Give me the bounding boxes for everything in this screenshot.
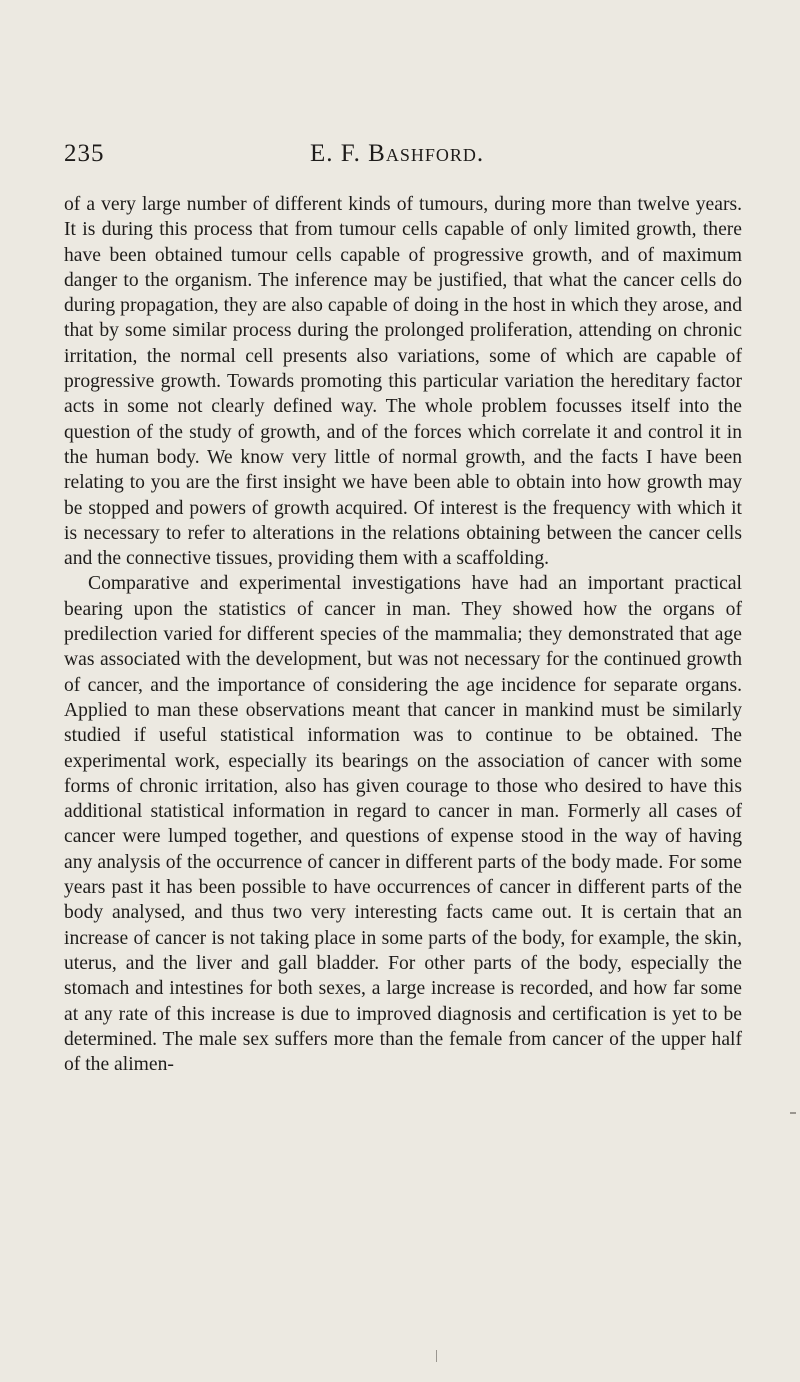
body-text	[64, 192, 742, 1077]
paragraph-continued: of a very large number of different kinds of tumours, during more than twelve years. It is during this process that from tumour cells capable of only limited growth, there have been obtained tumour cells capable of progressive growth, and of maximum danger to the organism. The inference may be justified, that what the cancer cells do during propagation, they are also capable of doing in the host in which they arose, and that by some similar process during the prolonged proliferation, attending on chronic irritation, the normal cell presents also variations, some of which are capable of progressive growth. Towards promoting this particular variation the hereditary factor acts in some not clearly defined way. The whole problem focusses itself into the question of the study of growth, and of the forces which correlate it and control it in the human body. We know very little of normal growth, and the facts I have been relating to you are the first insight we have been able to obtain into how growth may be stopped and powers of growth acquired. Of interest is the frequency with which it is necessary to refer to alterations in the relations obtaining between the cancer cells and the connective tissues, providing them with a scaffolding.	[64, 194, 742, 570]
running-head-title: E. F. Bashford.	[310, 140, 485, 167]
paragraph-statistics: Comparative and experimental investigations have had an important practical bearing upon the statistics of cancer in man. They showed how the organs of predilection varied for different species of the mammalia; they demonstrated that age was associated with the development, but was not necessary for the continued growth of cancer, and the importance of considering the age incidence for separate organs. Applied to man these observations meant that cancer in mankind must be similarly studied if useful statistical information was to continue to be obtained. The experimental work, especially its bearings on the association of cancer with some forms of chronic irritation, also has given courage to those who desired to have this additional statistical information in regard to cancer in man. Formerly all cases of cancer were lumped together, and questions of expense stood in the way of having any analysis of the occurrence of cancer in different parts of the body made. For some years past it has been possible to have occurrences of cancer in different parts of the body analysed, and thus two very interesting facts came out. It is certain that an increase of cancer is not taking place in some parts of the body, for example, the skin, uterus, and the liver and gall bladder. For other parts of the body, especially the stomach and intestines for both sexes, a large increase is recorded, and how far some at any rate of this increase is due to improved diagnosis and certification is yet to be determined. The male sex suffers more than the female from cancer of the upper half of the alimen-	[64, 573, 742, 1076]
running-head	[64, 140, 744, 174]
scan-speck-mark	[436, 1350, 437, 1362]
scan-edge-mark	[790, 1112, 796, 1114]
page-number: 235	[64, 140, 105, 167]
